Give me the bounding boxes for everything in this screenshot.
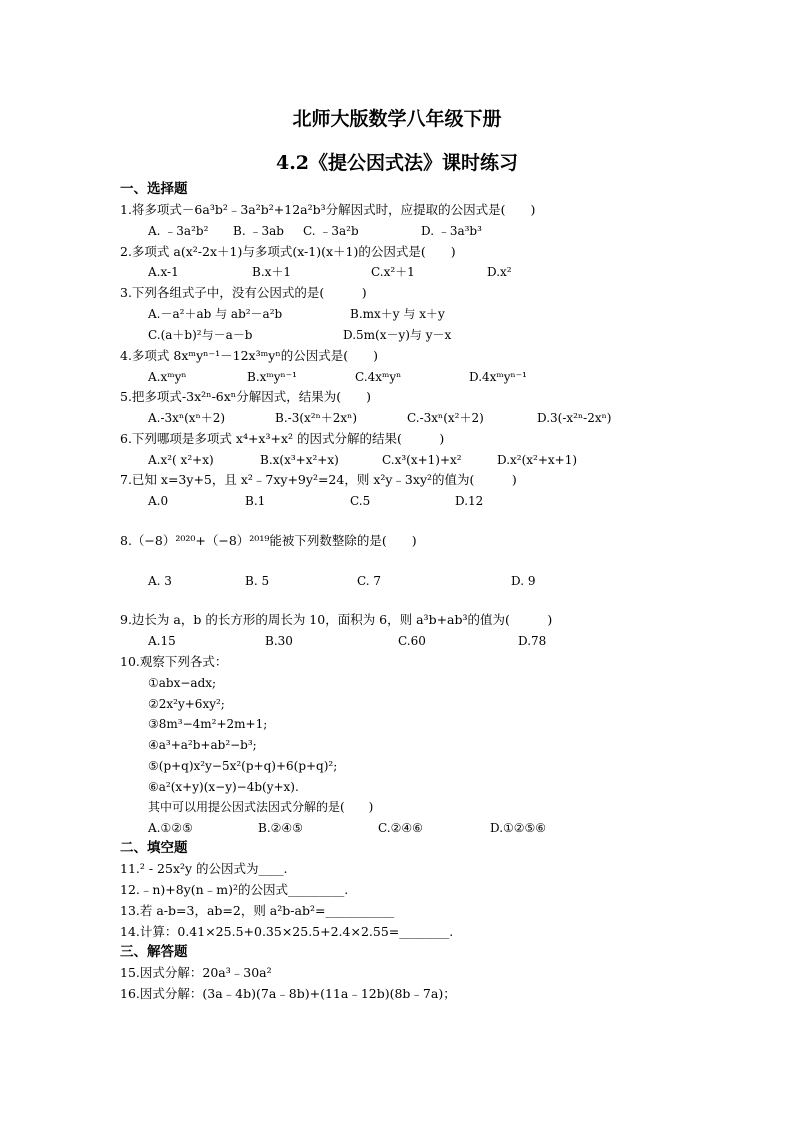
question-10-item-4: ④a³+a²b+ab²−b³; xyxy=(148,738,257,752)
question-1-option-d: D. ﹣3a³b³ xyxy=(421,224,482,238)
question-8-option-b: B. 5 xyxy=(245,574,270,588)
question-8-stem: 8.（−8）²⁰²⁰+（−8）²⁰¹⁹能被下列数整除的是( ) xyxy=(120,533,417,548)
question-10-option-a: A.①②⑤ xyxy=(148,821,193,835)
question-15: 15.因式分解：20a³﹣30a² xyxy=(120,965,272,980)
question-4-option-d: D.4xᵐyⁿ⁻¹ xyxy=(469,370,527,384)
question-9-stem: 9.边长为 a，b 的长方形的周长为 10，面积为 6，则 a³b+ab³的值为( ) xyxy=(120,612,553,627)
question-5-option-c: C.-3xⁿ(x²＋2) xyxy=(407,411,484,425)
question-11: 11.² - 25x²y 的公因式为____. xyxy=(120,861,288,876)
question-1-option-a: A. ﹣3a²b² xyxy=(148,224,209,238)
document-subtitle: 4.2《提公因式法》课时练习 xyxy=(275,152,519,174)
question-10-option-d: D.①②⑤⑥ xyxy=(490,821,547,835)
question-14: 14.计算：0.41×25.5+0.35×25.5+2.4×2.55=________. xyxy=(120,924,454,939)
question-6-stem: 6.下列哪项是多项式 x⁴+x³+x² 的因式分解的结果( ) xyxy=(120,431,445,446)
question-6-option-a: A.x²( x²+x) xyxy=(148,453,214,467)
question-2-option-c: C.x²＋1 xyxy=(371,265,415,279)
question-8-option-a: A. 3 xyxy=(148,574,172,588)
question-10-option-c: C.②④⑥ xyxy=(378,821,423,835)
question-7-option-a: A.0 xyxy=(148,494,169,508)
question-1-option-c: C. ﹣3a²b xyxy=(303,224,359,238)
question-7-option-b: B.1 xyxy=(245,494,266,508)
question-16: 16.因式分解：(3a﹣4b)(7a﹣8b)+(11a﹣12b)(8b﹣7a)； xyxy=(120,986,456,1001)
question-2-option-a: A.x-1 xyxy=(148,265,179,279)
question-10-item-2: ②2x²y+6xy²; xyxy=(148,697,225,711)
section-heading-choice: 一、选择题 xyxy=(120,181,188,197)
question-5-option-b: B.-3(x²ⁿ＋2xⁿ) xyxy=(275,411,358,425)
question-10-ask: 其中可以用提公因式法因式分解的是( ) xyxy=(148,800,374,814)
question-10-option-b: B.②④⑤ xyxy=(258,821,303,835)
question-5-option-d: D.3(-x²ⁿ-2xⁿ) xyxy=(537,411,612,425)
question-3-option-d: D.5m(x－y)与 y－x xyxy=(343,328,452,342)
question-1-stem: 1.将多项式－6a³b²﹣3a²b²+12a²b³分解因式时，应提取的公因式是( ) xyxy=(120,202,536,217)
question-8-option-c: C. 7 xyxy=(357,574,382,588)
question-4-option-c: C.4xᵐyⁿ xyxy=(355,370,402,384)
question-10-item-3: ③8m³−4m²+2m+1; xyxy=(148,717,268,731)
section-heading-solve: 三、解答题 xyxy=(120,944,188,960)
question-3-option-b: B.mx＋y 与 x＋y xyxy=(350,307,445,321)
question-1-option-b: B. ﹣3ab xyxy=(233,224,284,238)
question-7-option-d: D.12 xyxy=(455,494,484,508)
question-3-option-a: A.－a²＋ab 与 ab²－a²b xyxy=(148,307,283,321)
question-4-option-a: A.xᵐyⁿ xyxy=(148,370,187,384)
question-6-option-d: D.x²(x²+x+1) xyxy=(497,453,578,467)
question-13: 13.若 a-b=3，ab=2，则 a²b-ab²=___________ xyxy=(120,903,395,918)
question-2-option-b: B.x＋1 xyxy=(252,265,292,279)
question-10-item-6: ⑥a²(x+y)(x−y)−4b(y+x). xyxy=(148,780,299,794)
section-heading-fill: 二、填空题 xyxy=(120,840,188,856)
question-9-option-b: B.30 xyxy=(265,634,293,648)
question-5-stem: 5.把多项式-3x²ⁿ-6xⁿ分解因式，结果为( ) xyxy=(120,389,371,404)
document-title: 北师大版数学八年级下册 xyxy=(292,108,502,130)
question-10-stem: 10.观察下列各式： xyxy=(120,654,228,669)
question-9-option-d: D.78 xyxy=(518,634,547,648)
question-8-option-d: D. 9 xyxy=(511,574,536,588)
question-7-option-c: C.5 xyxy=(350,494,371,508)
question-5-option-a: A.-3xⁿ(xⁿ＋2) xyxy=(148,411,226,425)
question-2-stem: 2.多项式 a(x²-2x＋1)与多项式(x-1)(x＋1)的公因式是( ) xyxy=(120,244,456,259)
question-4-stem: 4.多项式 8xᵐyⁿ⁻¹－12x³ᵐyⁿ的公因式是( ) xyxy=(120,348,379,363)
question-10-item-1: ①abx−adx; xyxy=(148,676,217,690)
question-3-option-c: C.(a＋b)²与－a－b xyxy=(148,328,253,342)
question-7-stem: 7.已知 x=3y+5，且 x²﹣7xy+9y²=24，则 x²y﹣3xy²的值为( ) xyxy=(120,472,517,487)
question-12: 12.﹣n)+8y(n﹣m)²的公因式_________. xyxy=(120,882,349,897)
question-9-option-c: C.60 xyxy=(398,634,426,648)
question-6-option-c: C.x³(x+1)+x² xyxy=(382,453,462,467)
question-9-option-a: A.15 xyxy=(148,634,176,648)
question-10-item-5: ⑤(p+q)x²y−5x²(p+q)+6(p+q)²; xyxy=(148,759,338,773)
question-3-stem: 3.下列各组式子中，没有公因式的是( ) xyxy=(120,285,367,300)
question-6-option-b: B.x(x³+x²+x) xyxy=(260,453,339,467)
question-4-option-b: B.xᵐyⁿ⁻¹ xyxy=(247,370,297,384)
question-2-option-d: D.x² xyxy=(487,265,512,279)
